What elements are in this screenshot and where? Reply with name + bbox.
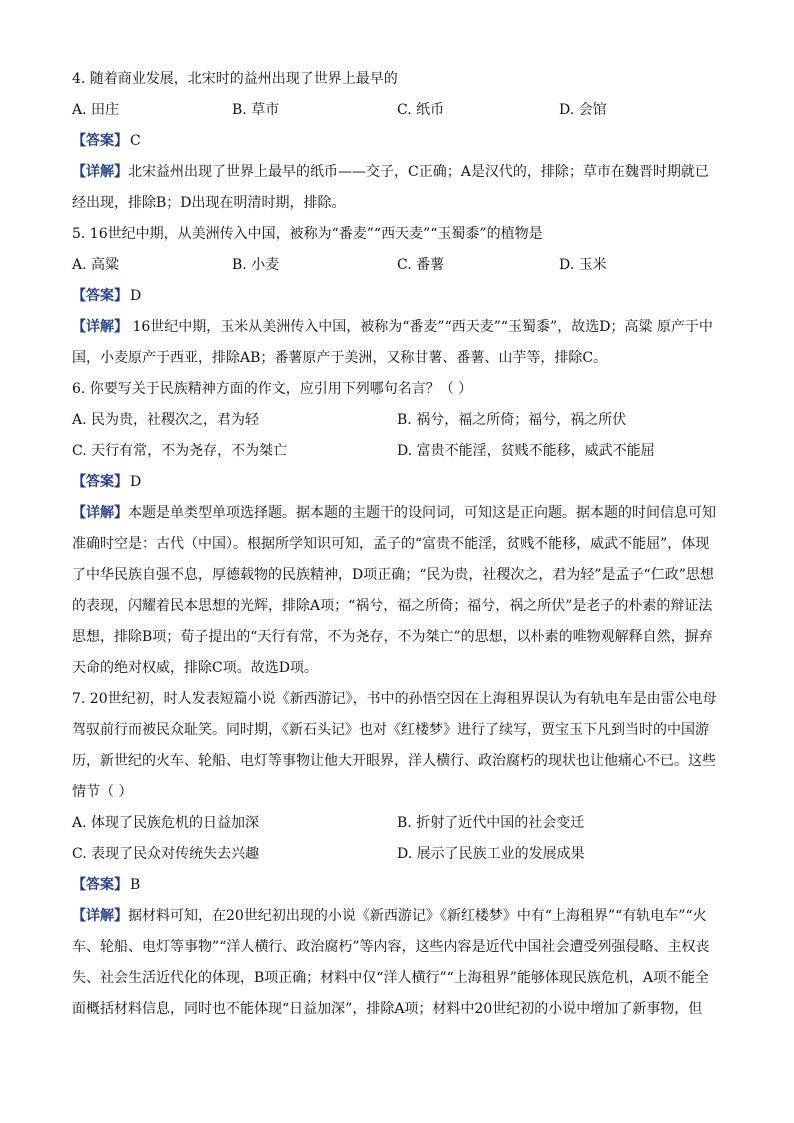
q4-option-c[interactable]: C. 纸币 bbox=[397, 102, 445, 118]
q5-answer-value: D bbox=[130, 288, 142, 304]
q7-stem: 7. 20世纪初，时人发表短篇小说《新西游记》，书中的孙悟空因在上海租界误认为有轨电车是由雷公电母驾驭前行而被民众耻笑。同时期，《新石头记》也对《红楼梦》进行了续写，贾宝玉下凡到当时的中国游历，新世纪的火车、轮船、电灯等事物让他大开眼界，洋人横行、政治腐朽的现状也让他痛心不已。这些情节（ ） bbox=[72, 691, 717, 800]
detail-tag: 【详解】 bbox=[72, 319, 128, 335]
detail-tag: 【详解】 bbox=[72, 164, 128, 180]
q4-option-b[interactable]: B. 草市 bbox=[232, 102, 280, 118]
q6-option-c[interactable]: C. 天行有常，不为尧存，不为桀亡 bbox=[72, 443, 288, 459]
q7-detail bbox=[72, 901, 722, 1025]
q6-option-d[interactable]: D. 富贵不能淫，贫贱不能移，威武不能屈 bbox=[397, 443, 655, 459]
q6-option-b[interactable]: B. 祸兮，福之所倚；福兮，祸之所伏 bbox=[397, 412, 627, 428]
detail-tag: 【详解】 bbox=[72, 505, 128, 521]
q5-detail bbox=[72, 312, 722, 374]
q4-option-a[interactable]: A. 田庄 bbox=[72, 102, 120, 118]
q7-option-d[interactable]: D. 展示了民族工业的发展成果 bbox=[397, 846, 585, 862]
q7-option-b[interactable]: B. 折射了近代中国的社会变迁 bbox=[397, 815, 585, 831]
q4-detail bbox=[72, 157, 722, 219]
q4-options bbox=[72, 95, 722, 126]
q4-answer-value: C bbox=[130, 133, 141, 149]
q5-option-d[interactable]: D. 玉米 bbox=[559, 257, 607, 273]
q4-option-d[interactable]: D. 会馆 bbox=[559, 102, 607, 118]
detail-tag: 【详解】 bbox=[72, 908, 128, 924]
q6-option-a[interactable]: A. 民为贵，社稷次之，君为轻 bbox=[72, 412, 260, 428]
q6-answer-value: D bbox=[130, 474, 142, 490]
q5-answer bbox=[72, 281, 722, 312]
q5-option-c[interactable]: C. 番薯 bbox=[397, 257, 445, 273]
q7-option-c[interactable]: C. 表现了民众对传统失去兴趣 bbox=[72, 846, 260, 862]
q6-detail-text: 本题是单类型单项选择题。据本题的主题干的设问词，可知这是正向题。据本题的时间信息可知准确时空是：古代（中国）。根据所学知识可知，孟子的“富贵不能淫，贫贱不能移，威武不能屈”，体现了中华民族自强不息，厚德载物的民族精神，D项正确；“民为贵，社稷次之，君为轻”是孟子“仁政”思想的表现，闪耀着民本思想的光辉，排除A项；“祸兮，福之所倚；福兮，祸之所伏”是老子的朴素的辩证法思想，排除B项；荀子提出的“天行有常，不为尧存，不为桀亡”的思想，以朴素的唯物观解释自然，摒弃天命的绝对权威，排除C项。故选D项。 bbox=[72, 505, 716, 676]
q7-options-row1 bbox=[72, 808, 722, 839]
answer-tag: 【答案】 bbox=[72, 474, 128, 490]
q5-detail-text: 16世纪中期，玉米从美洲传入中国，被称为“番麦”“西天麦”“玉蜀黍”，故选D；高粱 原产于中国，小麦原产于西亚，排除AB；番薯原产于美洲，又称甘薯、番薯、山芋等，排除C。 bbox=[72, 319, 713, 366]
q4-answer bbox=[72, 126, 722, 157]
q7-options-row2 bbox=[72, 839, 722, 870]
q4-detail-text: 北宋益州出现了世界上最早的纸币——交子，C正确；A是汉代的，排除；草市在魏晋时期就已经出现，排除B；D出现在明清时期，排除。 bbox=[72, 164, 709, 211]
q7-answer-value: B bbox=[130, 877, 141, 893]
q6-options-row1 bbox=[72, 405, 722, 436]
q5-option-a[interactable]: A. 高粱 bbox=[72, 257, 120, 273]
q5-stem: 5. 16世纪中期，从美洲传入中国，被称为“番麦”“西天麦”“玉蜀黍”的植物是 bbox=[72, 226, 543, 242]
exam-page bbox=[72, 64, 722, 1025]
q5-option-b[interactable]: B. 小麦 bbox=[232, 257, 280, 273]
q6-stem: 6. 你要写关于民族精神方面的作文，应引用下列哪句名言？（ ） bbox=[72, 381, 473, 397]
q7-option-a[interactable]: A. 体现了民族危机的日益加深 bbox=[72, 815, 260, 831]
q4-stem: 4. 随着商业发展，北宋时的益州出现了世界上最早的 bbox=[72, 71, 398, 87]
q6-options-row2 bbox=[72, 436, 722, 467]
answer-tag: 【答案】 bbox=[72, 133, 128, 149]
q7-detail-text: 据材料可知，在20世纪初出现的小说《新西游记》《新红楼梦》中有“上海租界”“有轨电车”“火车、轮船、电灯等事物”“洋人横行、政治腐朽”等内容，这些内容是近代中国社会遭受列强侵略、主权丧失、社会生活近代化的体现，B项正确；材料中仅“洋人横行”“上海租界”能够体现民族危机，A项不能全面概括材料信息，同时也不能体现“日益加深”，排除A项；材料中20世纪初的小说中增加了新事物，但 bbox=[72, 908, 710, 1017]
q7-answer bbox=[72, 870, 722, 901]
q5-options bbox=[72, 250, 722, 281]
answer-tag: 【答案】 bbox=[72, 877, 128, 893]
q6-answer bbox=[72, 467, 722, 498]
answer-tag: 【答案】 bbox=[72, 288, 128, 304]
q6-detail bbox=[72, 498, 722, 684]
